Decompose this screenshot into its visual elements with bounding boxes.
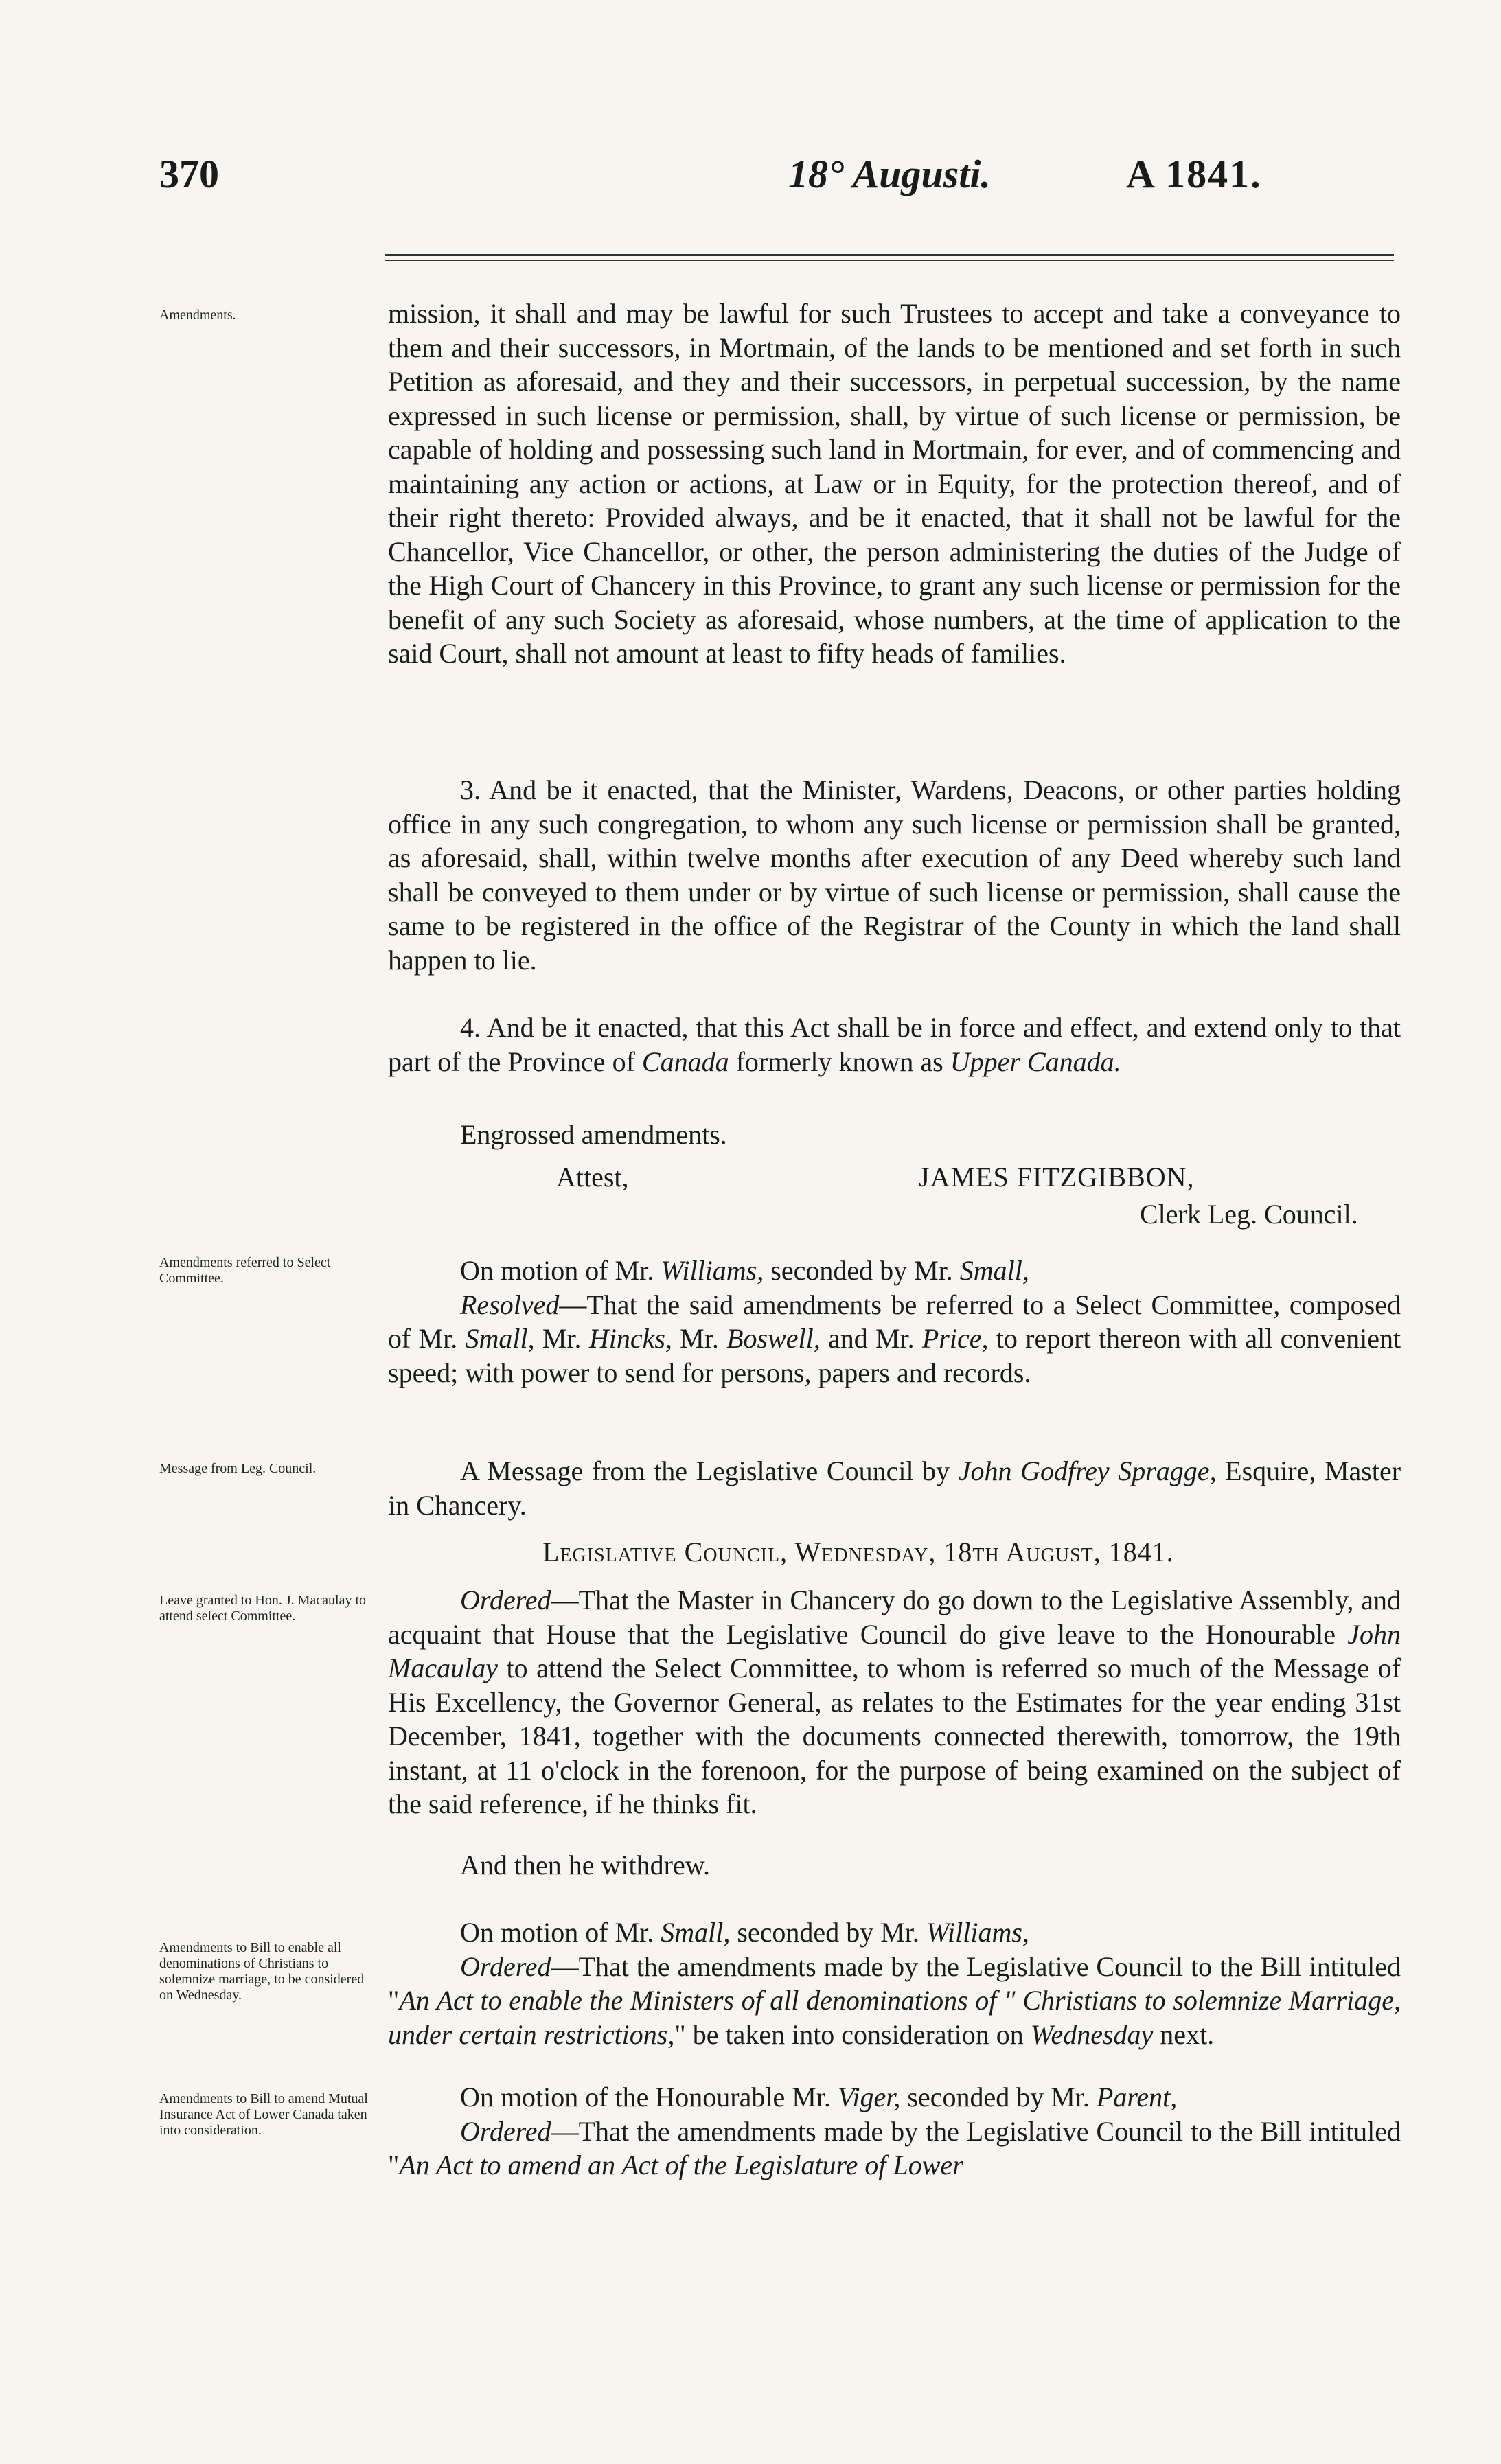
order-leave-granted	[388, 1583, 1401, 1821]
paragraph-text: A Message from the Legislative Council by John Godfrey Spragge, Esquire, Master in Chancery.	[388, 1455, 1401, 1521]
margin-note-amendments: Amendments.	[159, 308, 236, 323]
margin-note-marriage-bill: Amendments to Bill to enable all denominations of Christians to solemnize marriage, to be considered on Wednesday.	[159, 1940, 365, 2003]
legislative-council-heading: Legislative Council, Wednesday, 18th August, 1841.	[542, 1536, 1174, 1567]
paragraph-text: And then he withdrew.	[460, 1850, 710, 1880]
paragraph-text: On motion of Mr. Small, seconded by Mr. Williams,	[460, 1917, 1029, 1948]
motion-marriage-bill	[388, 1915, 1401, 2051]
signer-name: JAMES FITZGIBBON,	[919, 1162, 1195, 1193]
paragraph-text: Ordered—That the Master in Chancery do go down to the Legislative Assembly, and acquaint that House that the Legislative Council do give leave to the Honourable John Macaulay to attend the Select Committee, to whom is referred so much of the Message of His Excellency, the Governor General, as relates to the Estimates for the year ending 31st December, 1841, together with the documents connected therewith, tomorrow, the 19th instant, at 11 o'clock in the forenoon, for the purpose of being examined on the subject of the said reference, if he thinks fit.	[388, 1585, 1401, 1819]
margin-note-insurance-bill: Amendments to Bill to amend Mutual Insurance Act of Lower Canada taken into consideration.	[159, 2091, 368, 2138]
withdrew-line	[388, 1848, 1401, 1882]
paragraph-text: Resolved—That the said amendments be referred to a Select Committee, composed of Mr. Small, Mr. Hincks, Mr. Boswell, and Mr. Price, to report thereon with all convenient speed; with power to send for persons, papers and records.	[388, 1289, 1401, 1388]
margin-note-leave-granted: Leave granted to Hon. J. Macaulay to attend select Committee.	[159, 1593, 367, 1624]
margin-note-message: Message from Leg. Council.	[159, 1461, 317, 1476]
page-date: 18° Augusti.	[788, 152, 992, 196]
margin-note-select-committee: Amendments referred to Select Committee.	[159, 1255, 331, 1286]
paragraph-text: Ordered—That the amendments made by the Legislative Council to the Bill intituled "An Act to enable the Ministers of all denominations of " Christians to solemnize Marriage, under certain restrictions," be taken into consideration on Wednesday next.	[388, 1950, 1401, 2050]
motion-select-committee	[388, 1254, 1401, 1390]
paragraph-text: Ordered—That the amendments made by the Legislative Council to the Bill intituled "An Act to amend an Act of the Legislature of Lower	[388, 2115, 1401, 2180]
paragraph-text: Engrossed amendments.	[460, 1119, 727, 1150]
paragraph-text: On motion of Mr. Williams, seconded by Mr. Small,	[460, 1255, 1029, 1286]
message-paragraph	[388, 1454, 1401, 1522]
paragraph-mortmain	[388, 297, 1401, 671]
motion-insurance-bill	[388, 2080, 1401, 2183]
page-number: 370	[159, 152, 219, 196]
signer-title: Clerk Leg. Council.	[1140, 1199, 1358, 1230]
paragraph-text: On motion of the Honourable Mr. Viger, seconded by Mr. Parent,	[460, 2082, 1178, 2112]
header-rule	[385, 254, 1394, 256]
paragraph-text: mission, it shall and may be lawful for such Trustees to accept and take a conveyance to them and their successors, in Mortmain, of the lands to be mentioned and set forth in such Petition as aforesaid, and they and their successors, in perpetual succession, by the name expressed in such license or permission, shall, by virtue of such license or permission, be capable of holding and possessing such land in Mortmain, for ever, and of commencing and maintaining any action or actions, at Law or in Equity, for the protection thereof, and of their right thereto: Provided always, and be it enacted, that it shall not be lawful for the Chancellor, Vice Chancellor, or other, the person administering the duties of the Judge of the High Court of Chancery in this Province, to grant any such license or permission for the benefit of any such Society as aforesaid, whose numbers, at the time of application to the said Court, shall not amount at least to fifty heads of families.	[388, 298, 1401, 669]
paragraph-text: 4. And be it enacted, that this Act shall be in force and effect, and extend only to that part of the Province of Canada formerly known as Upper Canada.	[388, 1012, 1401, 1077]
page-year: A 1841.	[1126, 152, 1262, 196]
attest-label: Attest,	[556, 1162, 629, 1193]
engrossed-line	[388, 1118, 1401, 1152]
header-rule-thin	[385, 260, 1394, 261]
paragraph-text: 3. And be it enacted, that the Minister, Wardens, Deacons, or other parties holding office in any such congregation, to whom any such license or permission shall be granted, as aforesaid, shall, within twelve months after execution of any Deed whereby such land shall be conveyed to them under or by virtue of such license or permission, shall cause the same to be registered in the office of the Registrar of the County in which the land shall happen to lie.	[388, 774, 1401, 976]
paragraph-section-3	[388, 773, 1401, 977]
paragraph-section-4	[388, 1011, 1401, 1079]
